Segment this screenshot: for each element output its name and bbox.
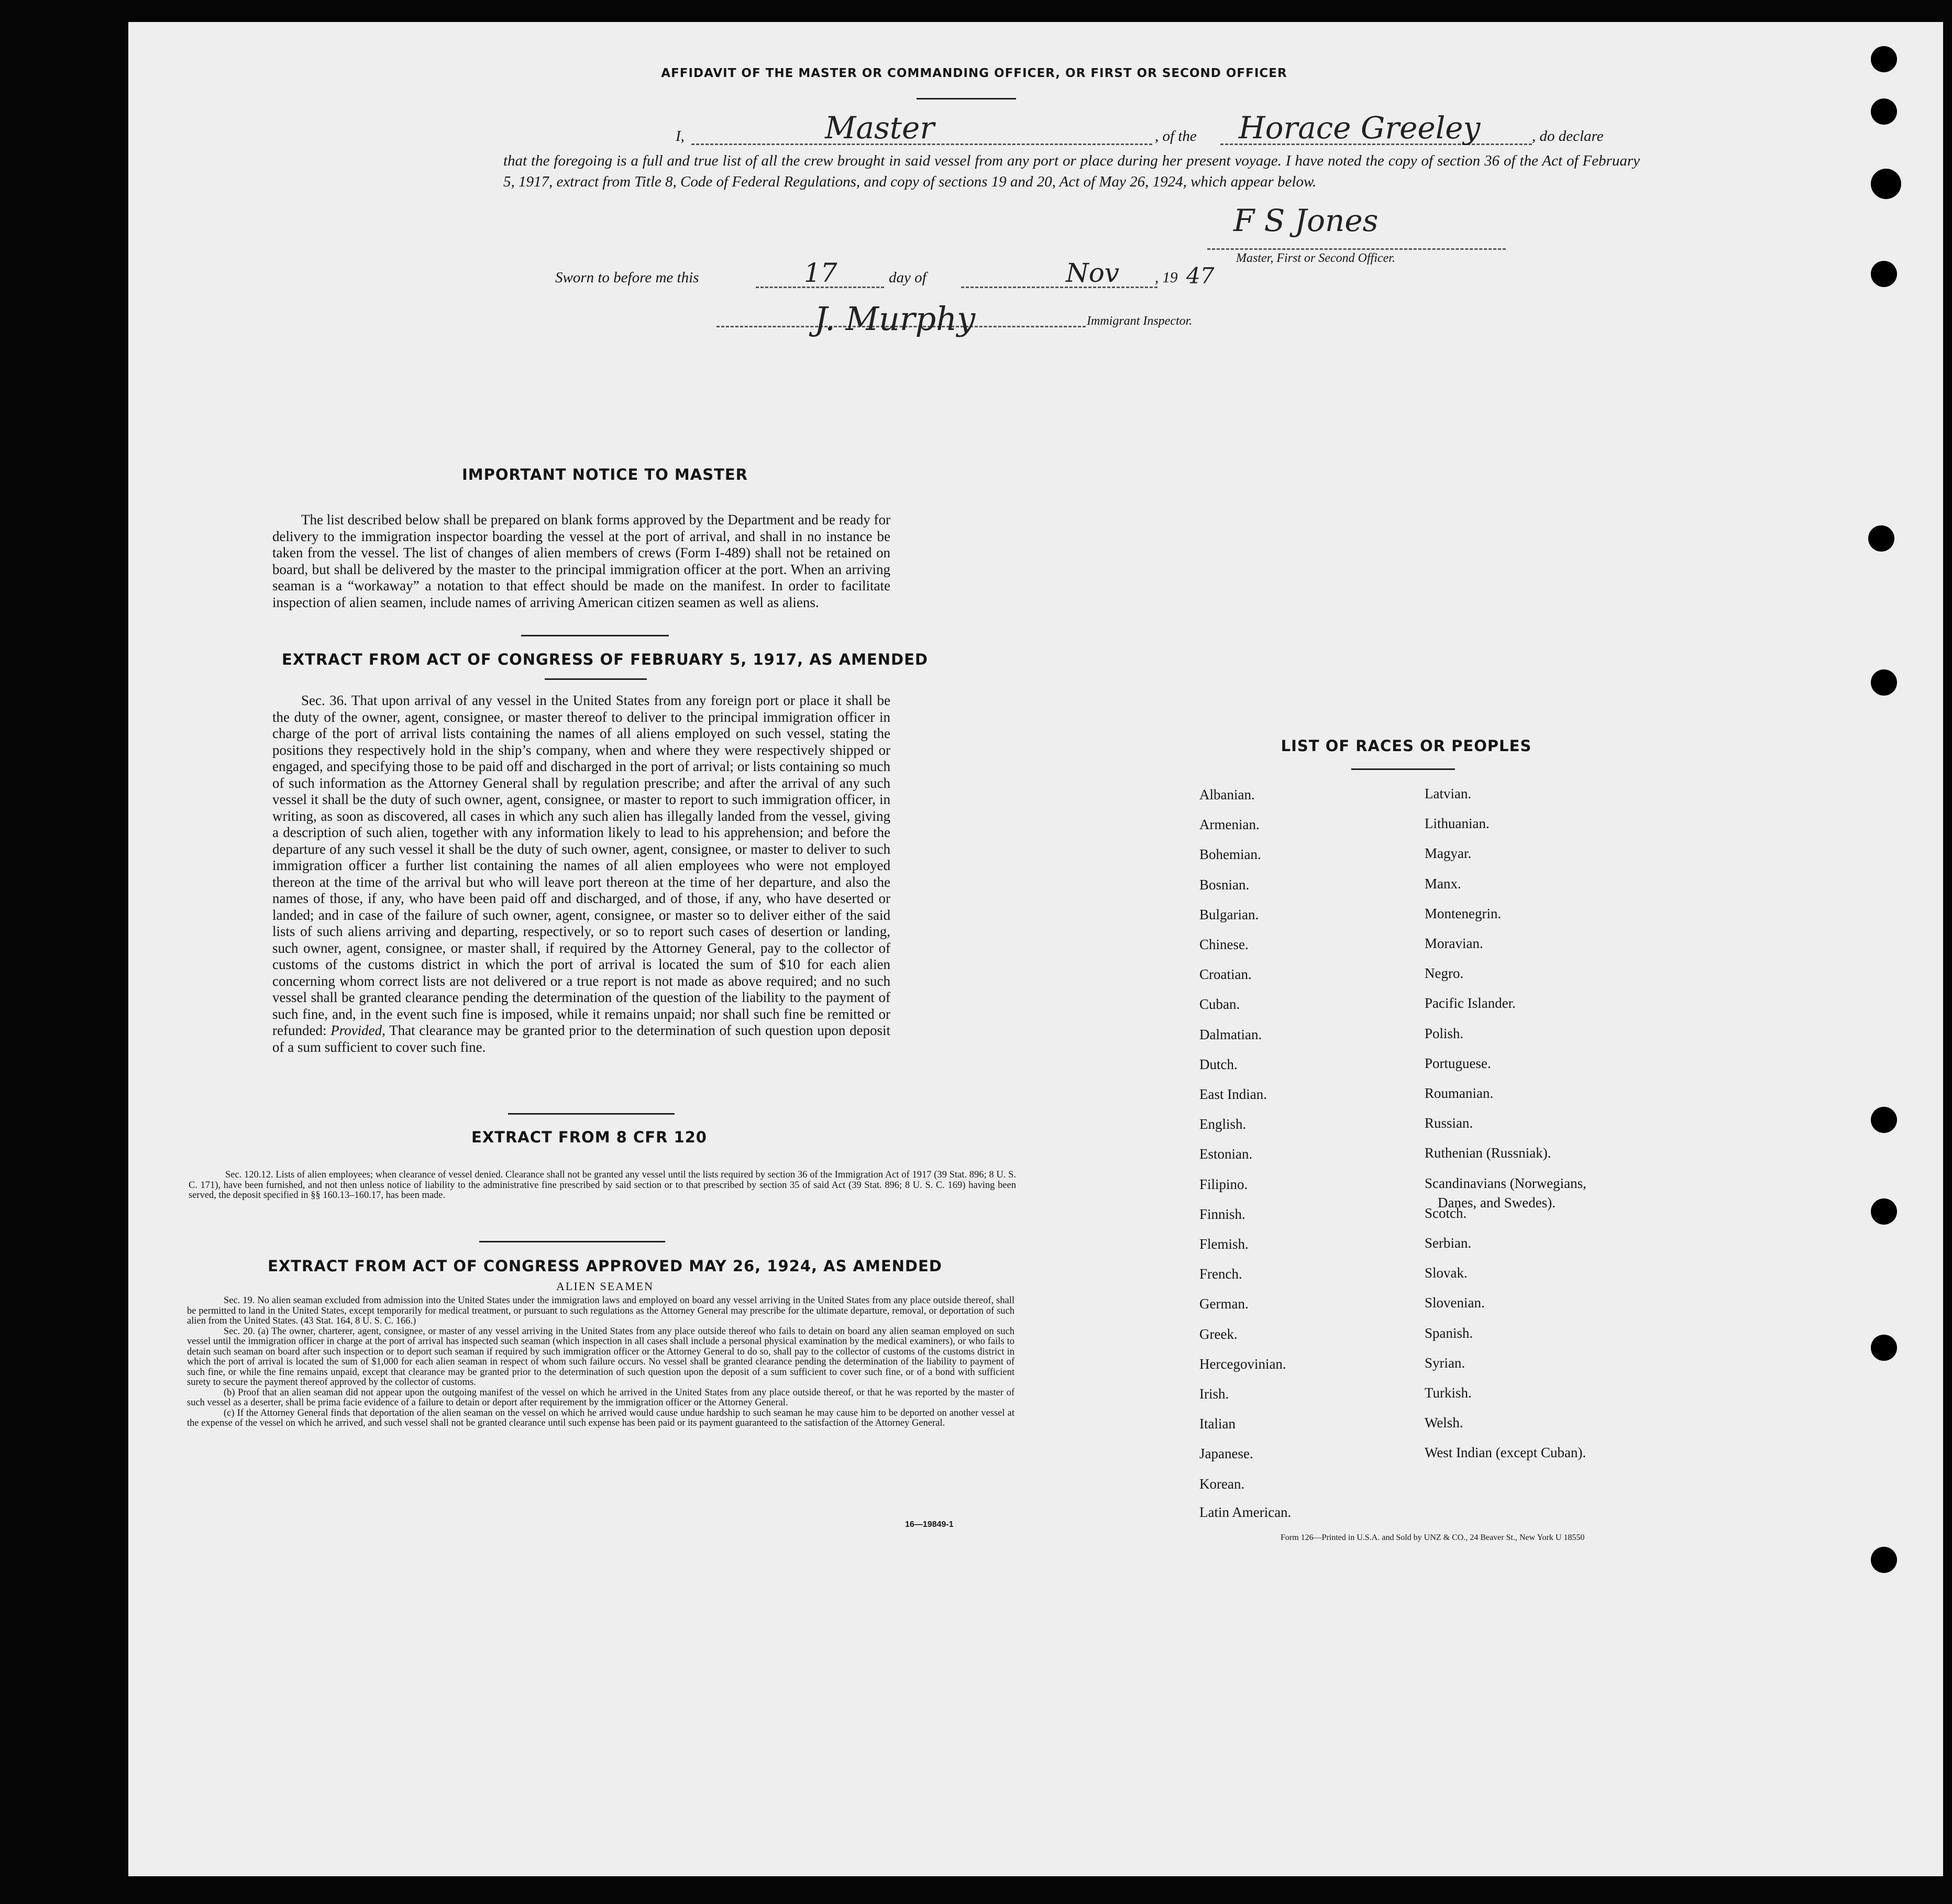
- race-item: Serbian.: [1425, 1235, 1472, 1251]
- handwritten-signature: F S Jones: [1233, 203, 1378, 238]
- race-item: Negro.: [1425, 965, 1464, 982]
- race-item: Roumanian.: [1425, 1085, 1494, 1101]
- alien-seamen-subtitle: ALIEN SEAMEN: [556, 1280, 654, 1293]
- race-item: Armenian.: [1199, 817, 1260, 833]
- race-item: Pacific Islander.: [1425, 995, 1516, 1011]
- provided-word: Provided,: [330, 1022, 385, 1038]
- race-item: Dutch.: [1199, 1056, 1238, 1072]
- race-item: Russian.: [1425, 1115, 1473, 1131]
- section-19-text: Sec. 19. No alien seaman excluded from admission into the United States under the immigration laws and employed on board any vessel arriving in the United States from any place outside thereof, shall be permitted to land in the United States, except temporarily for medical treatment, or pursuant to such regulations as the Attorney General may prescribe for the ultimate departure, removal, or deportation of such alien from the United States. (43 Stat. 164, 8 U. S. C. 166.): [187, 1295, 1014, 1326]
- race-item: Hercegovinian.: [1199, 1356, 1286, 1372]
- race-item: Japanese.: [1199, 1446, 1253, 1462]
- form-printer-line: Form 126—Printed in U.S.A. and Sold by UNZ & CO., 24 Beaver St., New York U 18550: [1281, 1533, 1585, 1542]
- section-20b-text: (b) Proof that an alien seaman did not appear upon the outgoing manifest of the vessel on which he arrived in the United States from any place outside thereof, or that he was reported by the master of such vessel as a deserter, shall be prima facie evidence of a failure to detain or deport after requirement by the immigration officer or the Attorney General.: [187, 1387, 1014, 1408]
- race-item: German.: [1199, 1296, 1249, 1312]
- sworn-label: Sworn to before me this: [555, 269, 699, 286]
- cfr-top-rule: [508, 1113, 675, 1115]
- race-item: Flemish.: [1199, 1236, 1249, 1252]
- section-20c-text: (c) If the Attorney General finds that deportation of the alien seaman on the vessel on which he arrived would cause undue hardship to such seaman he may cause him to be deported on another vessel at the expense of the vessel on which he arrived, and such vessel shall not be granted clearance until such expense has been paid or its payment guaranteed to the satisfaction of the Attorney General.: [187, 1407, 1014, 1428]
- notice-body: The list described below shall be prepared on blank forms approved by the Department and be ready for delivery to the immigration inspector boarding the vessel at the port of arrival, and shall in no instance be taken from the vessel. The list of changes of alien members of crews (Form I-489) shall not be retained on board, but shall be delivered by the master to the principal immigration officer at the port. When an arriving seaman is a “workaway” a notation to that effect should be made on the manifest. In order to facilitate inspection of alien seamen, include names of arriving American citizen seamen as well as aliens.: [272, 512, 890, 610]
- extract-1917-rule: [545, 678, 647, 680]
- race-item: Scotch.: [1425, 1205, 1467, 1221]
- notice-title: IMPORTANT NOTICE TO MASTER: [461, 466, 748, 483]
- extract-1924-body: [187, 1296, 1014, 1429]
- title-rule: [917, 98, 1016, 100]
- punch-hole: [1871, 46, 1897, 72]
- punch-hole: [1871, 1198, 1897, 1225]
- do-declare-label: , do declare: [1532, 128, 1604, 145]
- race-item: Irish.: [1199, 1386, 1229, 1402]
- race-item: Filipino.: [1199, 1176, 1248, 1192]
- handwritten-inspector: J. Murphy: [814, 300, 976, 338]
- race-item: Syrian.: [1425, 1355, 1465, 1371]
- handwritten-vessel: Horace Greeley: [1239, 110, 1481, 146]
- race-item: Lithuanian.: [1425, 816, 1490, 832]
- race-item: Manx.: [1425, 875, 1461, 892]
- race-item: Finnish.: [1199, 1206, 1245, 1222]
- race-item: Danes, and Swedes).: [1438, 1194, 1556, 1210]
- race-item: Chinese.: [1199, 937, 1249, 952]
- race-item: Spanish.: [1425, 1325, 1473, 1341]
- races-title: LIST OF RACES OR PEOPLES: [1281, 737, 1532, 755]
- notice-rule: [521, 635, 669, 636]
- race-item: Dalmatian.: [1199, 1026, 1262, 1042]
- cfr-bottom-rule: [479, 1241, 665, 1242]
- race-item: Greek.: [1199, 1326, 1238, 1342]
- day-of-label: day of: [889, 269, 927, 286]
- race-item: Estonian.: [1199, 1146, 1253, 1162]
- punch-hole: [1871, 98, 1897, 125]
- race-item: Moravian.: [1425, 936, 1483, 951]
- race-item: East Indian.: [1199, 1086, 1267, 1102]
- punch-hole: [1871, 669, 1897, 696]
- section-20a-text: Sec. 20. (a) The owner, charterer, agent, consignee, or master of any vessel arriving in the United States from any place outside thereof who fails to detain on board any alien seaman employed on such vessel until the immigration officer in charge at the port of arrival has inspected such seaman (which inspection in all cases shall include a personal physical examination by the medical examiners), or who fails to detain such seaman on board after such inspection or to deport such seaman if required by such immigration officer or the Attorney General to do so, shall pay to the collector of customs of the customs district in which the port of arrival is located the sum of $1,000 for each alien seaman in respect of whom such failure occurs. No vessel shall be granted clearance pending the determination of the liability to payment of such fine, or while the fine remains unpaid, except that clearance may be granted prior to the determination of such question upon the deposit of a sum sufficient to cover such fine, or of a bond with sufficient surety to secure the payment thereof approved by the collector of customs.: [187, 1326, 1014, 1388]
- race-item: Bosnian.: [1199, 876, 1250, 893]
- document-page: [128, 22, 1943, 1876]
- year-label: , 19: [1155, 269, 1178, 286]
- punch-hole: [1871, 1107, 1897, 1133]
- month-line: [961, 287, 1157, 288]
- affidavit-title: AFFIDAVIT OF THE MASTER OR COMMANDING OFFICER, OR FIRST OR SECOND OFFICER: [661, 67, 1287, 80]
- race-item: French.: [1199, 1266, 1242, 1282]
- extract-1917-title: EXTRACT FROM ACT OF CONGRESS OF FEBRUARY 5, 1917, AS AMENDED: [282, 651, 928, 668]
- punch-hole: [1868, 525, 1894, 552]
- handwritten-day: 17: [804, 258, 837, 288]
- race-item: Ruthenian (Russniak).: [1425, 1145, 1551, 1161]
- race-item: Italian: [1199, 1416, 1236, 1432]
- inspector-caption: Immigrant Inspector.: [1087, 314, 1193, 328]
- race-item: Turkish.: [1425, 1385, 1472, 1401]
- section-36-body-b: That clearance may be granted prior to the determination of such question upon deposit of a sum sufficient to cover such fine.: [272, 1022, 891, 1055]
- race-item: Latvian.: [1425, 786, 1472, 801]
- race-item: Slovenian.: [1425, 1295, 1485, 1311]
- punch-hole: [1871, 1335, 1897, 1361]
- extract-1924-title: EXTRACT FROM ACT OF CONGRESS APPROVED MAY 26, 1924, AS AMENDED: [268, 1257, 942, 1275]
- section-36-label: Sec. 36.: [301, 692, 347, 708]
- affidavit-body: that the foregoing is a full and true list of all the crew brought in said vessel from any port or place during her present voyage. I have noted the copy of section 36 of the Act of February 5, 1917, extract from Title 8, Code of Federal Regulations, and copy of sections 19 and 20, Act of May 26, 1924, which appear below.: [503, 152, 1640, 190]
- races-column-2: [1425, 22, 1686, 1541]
- race-item: Bulgarian.: [1199, 906, 1259, 922]
- race-item: West Indian (except Cuban).: [1425, 1445, 1586, 1461]
- race-item: Portuguese.: [1425, 1055, 1491, 1071]
- cfr-title: EXTRACT FROM 8 CFR 120: [471, 1128, 707, 1146]
- declaration-i: I,: [676, 128, 685, 145]
- race-item: Montenegrin.: [1425, 905, 1502, 921]
- handwritten-year: 47: [1186, 263, 1215, 289]
- punch-hole: [1871, 1547, 1897, 1573]
- race-item: English.: [1199, 1116, 1247, 1132]
- print-code: 16—19849-1: [905, 1520, 954, 1529]
- race-item: Bohemian.: [1199, 846, 1261, 863]
- race-item: Korean.: [1199, 1476, 1245, 1492]
- races-column-1: [1199, 22, 1409, 1541]
- race-item: Welsh.: [1425, 1415, 1463, 1431]
- race-item: Cuban.: [1199, 996, 1240, 1012]
- of-the-label: , of the: [1155, 128, 1197, 145]
- race-item: Magyar.: [1425, 845, 1472, 862]
- race-item: Scandinavians (Norwegians,: [1425, 1175, 1586, 1191]
- punch-hole: [1871, 169, 1901, 199]
- race-item: Albanian.: [1199, 787, 1255, 802]
- section-36-text: [272, 692, 890, 1055]
- punch-hole: [1871, 261, 1897, 287]
- handwritten-master: Master: [825, 110, 935, 146]
- race-item: Croatian.: [1199, 966, 1252, 983]
- race-item: Slovak.: [1425, 1265, 1468, 1281]
- race-item: Latin American.: [1199, 1504, 1292, 1520]
- handwritten-month: Nov: [1066, 258, 1120, 288]
- signature-caption: Master, First or Second Officer.: [1236, 251, 1395, 265]
- section-36-body-a: That upon arrival of any vessel in the United States from any foreign port or place it shall be the duty of the owner, agent, consignee, or master thereof to deliver to the principal immigration officer in charge of the port of arrival lists containing the names of all aliens employed on such vessel, stating the positions they respectively hold in the ship’s company, when and where they were respectively shipped or engaged, and specifying those to be paid off and discharged in the port of arrival; or lists containing so much of such information as the Attorney General shall by regulation prescribe; and after the arrival of any such vessel it shall be the duty of such owner, agent, consignee, or master to report to such immigration officer, in writing, as soon as discovered, all cases in which any such alien has illegally landed from the vessel, giving a description of such alien, together with any information likely to lead to his apprehension; and before the departure of any such vessel it shall be the duty of such owner, agent, consignee, or master to deliver to such immigration officer a further list containing the names of all alien employees who were not employed thereon at the time of the arrival but who will leave port thereon at the time of her departure, and also the names of those, if any, who have been paid off and discharged, and of those, if any, who have deserted or landed; and in case of the failure of such owner, agent, consignee, or master so to deliver either of the said lists of such aliens arriving and departing, respectively, or so to report such cases of desertion or landing, such owner, agent, consignee, or master shall, if required by the Attorney General, pay to the collector of customs of the customs district in which the port of arrival is located the sum of $10 for each alien concerning whom correct lists are not delivered or a true report is not made as above required; and no such vessel shall be granted clearance pending the determination of the question of the liability to the payment of such fine, and, in the event such fine is imposed, while it remains unpaid; nor shall such fine be remitted or refunded:: [272, 692, 891, 1038]
- race-item: Polish.: [1425, 1025, 1464, 1041]
- cfr-body: Sec. 120.12. Lists of alien employees; when clearance of vessel denied. Clearance shall not be granted any vessel until the lists required by section 36 of the Immigration Act of 1917 (39 Stat. 896; 8 U. S. C. 171), have been furnished, and not then unless notice of liability to the administrative fine prescribed by said section or to that prescribed by section 35 of said Act (39 Stat. 896; 8 U. S. C. 169) having been served, the deposit specified in §§ 160.13–160.17, has been made.: [189, 1170, 1016, 1201]
